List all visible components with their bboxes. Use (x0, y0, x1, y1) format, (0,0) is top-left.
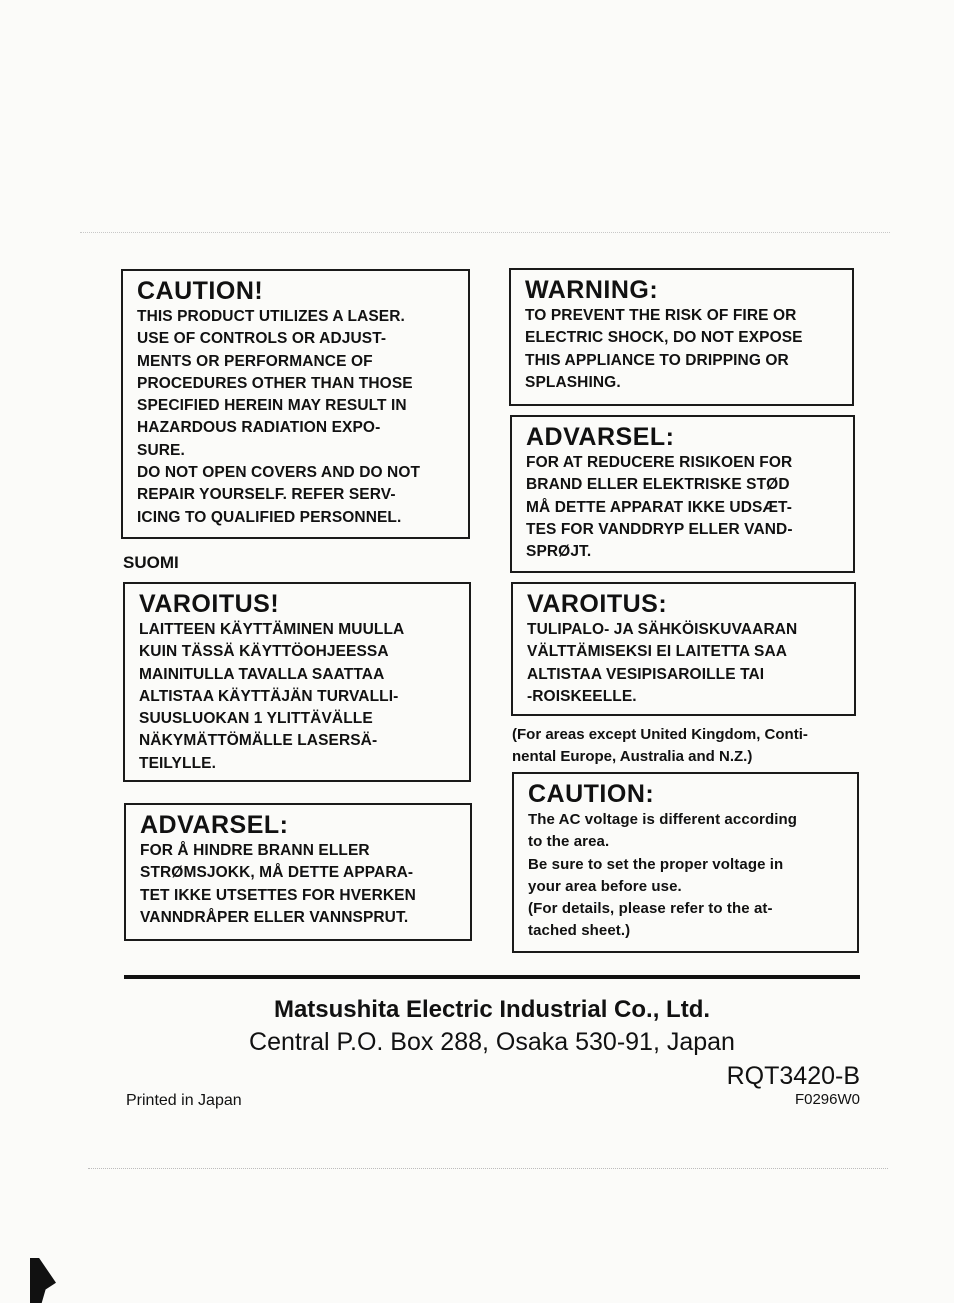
advarsel-no-title: ADVARSEL: (140, 811, 289, 839)
printed-in: Printed in Japan (126, 1092, 242, 1109)
warning-box (509, 268, 854, 406)
caution-ac-title: CAUTION: (528, 780, 655, 808)
scan-edge-top (80, 232, 890, 233)
advarsel-dk-box (510, 415, 855, 573)
varoitus-laser-title: VAROITUS! (139, 590, 280, 618)
varoitus-laser-text: LAITTEEN KÄYTTÄMINEN MUULLA KUIN TÄSSÄ KÄYTTÖOHJEESSA MAINITULLA TAVALLA SAATTAA ALTISTAA KÄYTTÄJÄN TURVALLI- SUUSLUOKAN 1 YLITTÄVÄLLE NÄKYMÄTTÖMÄLLE LASERSÄ- TEILYLLE. (139, 621, 405, 772)
caution-laser-box (121, 269, 470, 539)
advarsel-no-box (124, 803, 472, 941)
warning-title: WARNING: (525, 276, 659, 304)
advarsel-dk-text: FOR AT REDUCERE RISIKOEN FOR BRAND ELLER ELEKTRISKE STØD MÅ DETTE APPARAT IKKE UDSÆT- TES FOR VANDDRYP ELLER VAND- SPRØJT. (526, 454, 793, 561)
document-code: RQT3420-B (726, 1062, 860, 1090)
caution-laser-title: CAUTION! (137, 277, 264, 305)
caution-laser-text: THIS PRODUCT UTILIZES A LASER. USE OF CONTROLS OR ADJUST- MENTS OR PERFORMANCE OF PROCEDURES OTHER THAN THOSE SPECIFIED HEREIN MAY RESULT IN HAZARDOUS RADIATION EXPO- SURE. DO NOT OPEN COVERS AND DO NOT REPAIR YOURSELF. REFER SERV- ICING TO QUALIFIED PERSONNEL. (137, 308, 421, 526)
varoitus-fi-title: VAROITUS: (527, 590, 668, 618)
company-address: Central P.O. Box 288, Osaka 530-91, Japan (249, 1028, 735, 1056)
caution-ac-text: The AC voltage is different according to the area. Be sure to set the proper voltage in your area before use. (For details, please refer to the at- tached sheet.) (528, 811, 798, 940)
suomi-label: SUOMI (123, 553, 179, 572)
warning-text: TO PREVENT THE RISK OF FIRE OR ELECTRIC SHOCK, DO NOT EXPOSE THIS APPLIANCE TO DRIPPING OR SPLASHING. (525, 307, 803, 391)
advarsel-dk-title: ADVARSEL: (526, 423, 675, 451)
areas-note: (For areas except United Kingdom, Conti- nental Europe, Australia and N.Z.) (512, 726, 808, 765)
caution-ac-box (512, 772, 859, 953)
company-name: Matsushita Electric Industrial Co., Ltd. (273, 996, 711, 1023)
varoitus-fi-text: TULIPALO- JA SÄHKÖISKUVAARAN VÄLTTÄMISEKSI EI LAITETTA SAA ALTISTAA VESIPISAROILLE TAI -ROISKEELLE. (527, 621, 798, 705)
footer-divider (124, 975, 860, 979)
print-code: F0296W0 (794, 1091, 860, 1108)
varoitus-laser-box (123, 582, 471, 782)
advarsel-no-text: FOR Å HINDRE BRANN ELLER STRØMSJOKK, MÅ DETTE APPARA- TET IKKE UTSETTES FOR HVERKEN VANNDRÅPER ELLER VANNSPRUT. (140, 842, 416, 926)
scan-edge-bottom (88, 1168, 888, 1169)
scan-corner-mark (30, 1258, 56, 1303)
varoitus-fi-box (511, 582, 856, 716)
